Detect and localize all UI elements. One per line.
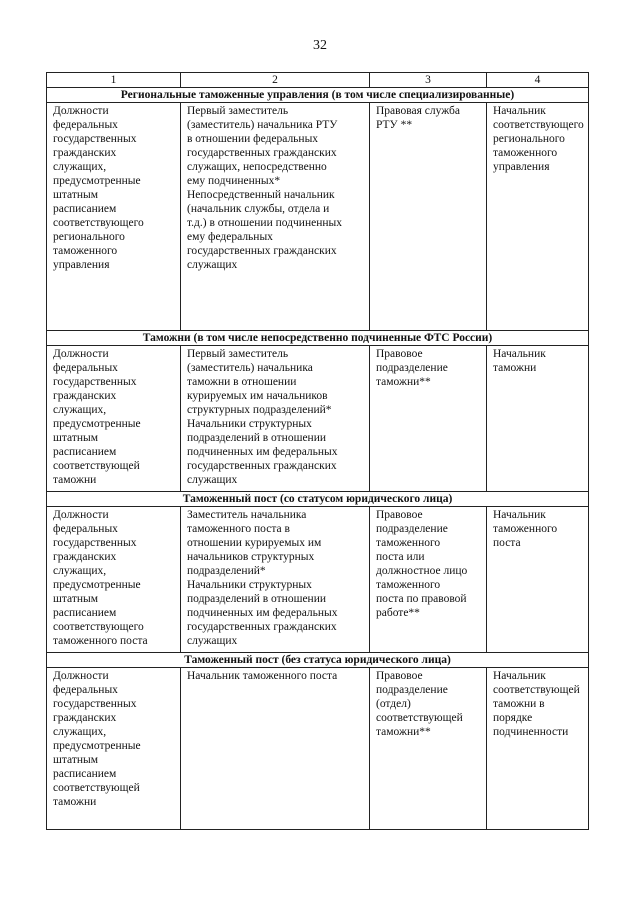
section-title: Региональные таможенные управления (в том числе специализированные) [47, 88, 589, 103]
column-header-1: 1 [47, 73, 181, 88]
cell-evaluators: Первый заместитель (заместитель) начальника таможни в отношении курируемых им начальников структурных подразделений* Начальники структурных подразделений в отношении подчиненных им федеральных государственных гражданских служащих [181, 346, 370, 492]
cell-legal-service: Правовая служба РТУ ** [370, 103, 487, 331]
section-header-post-legal-entity [47, 492, 589, 507]
cell-positions: Должности федеральных государственных гражданских служащих, предусмотренные штатным расписанием соответствующей таможни [47, 668, 181, 830]
positions-table [46, 72, 589, 830]
column-header-row [47, 73, 589, 88]
cell-legal-service: Правовое подразделение таможенного поста или должностное лицо таможенного поста по правовой работе** [370, 507, 487, 653]
cell-evaluators: Заместитель начальника таможенного поста в отношении курируемых им начальников структурных подразделений* Начальники структурных подразделений в отношении подчиненных им федеральных государственных гражданских служащих [181, 507, 370, 653]
cell-legal-service: Правовое подразделение (отдел) соответствующей таможни** [370, 668, 487, 830]
cell-legal-service: Правовое подразделение таможни** [370, 346, 487, 492]
cell-evaluators: Первый заместитель (заместитель) начальника РТУ в отношении федеральных государственных гражданских служащих, непосредственно ему подчиненных* Непосредственный начальник (начальник службы, отдела и т.д.) в отношении подчиненных ему федеральных государственных гражданских служащих [181, 103, 370, 331]
table-row [47, 103, 589, 331]
column-header-2: 2 [181, 73, 370, 88]
table-row [47, 668, 589, 830]
column-header-3: 3 [370, 73, 487, 88]
cell-head: Начальник соответствующей таможни в порядке подчиненности [487, 668, 589, 830]
cell-positions: Должности федеральных государственных гражданских служащих, предусмотренные штатным расписанием соответствующего таможенного поста [47, 507, 181, 653]
section-title: Таможни (в том числе непосредственно подчиненные ФТС России) [47, 331, 589, 346]
cell-positions: Должности федеральных государственных гражданских служащих, предусмотренные штатным расписанием соответствующего регионального таможенного управления [47, 103, 181, 331]
section-title: Таможенный пост (со статусом юридического лица) [47, 492, 589, 507]
section-title: Таможенный пост (без статуса юридического лица) [47, 653, 589, 668]
column-header-4: 4 [487, 73, 589, 88]
cell-evaluators: Начальник таможенного поста [181, 668, 370, 830]
cell-head: Начальник соответствующего регионального таможенного управления [487, 103, 589, 331]
section-header-customs [47, 331, 589, 346]
page-number: 32 [313, 38, 327, 53]
cell-head: Начальник таможенного поста [487, 507, 589, 653]
table-row [47, 346, 589, 492]
cell-positions: Должности федеральных государственных гражданских служащих, предусмотренные штатным расписанием соответствующей таможни [47, 346, 181, 492]
section-header-regional [47, 88, 589, 103]
section-header-post-no-legal-entity [47, 653, 589, 668]
table-row [47, 507, 589, 653]
cell-head: Начальник таможни [487, 346, 589, 492]
